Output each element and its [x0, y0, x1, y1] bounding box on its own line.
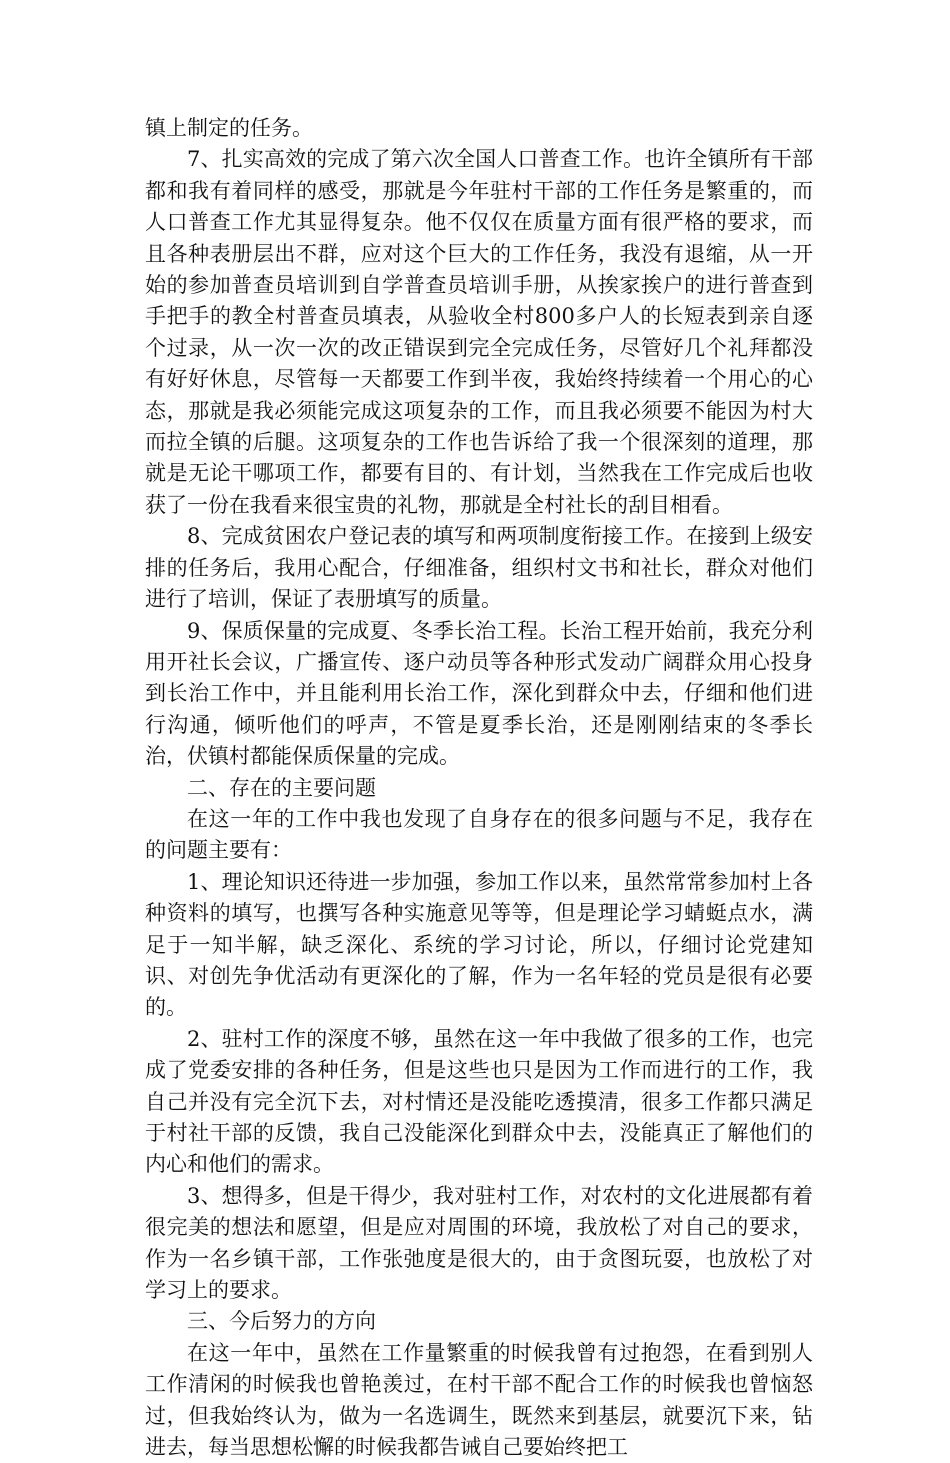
- paragraph-item-8: 8、完成贫困农户登记表的填写和两项制度衔接工作。在接到上级安排的任务后，我用心配合，仔细准备，组织村文书和社长，群众对他们进行了培训，保证了表册填写的质量。: [145, 524, 813, 612]
- paragraph-problem-2: 2、驻村工作的深度不够，虽然在这一年中我做了很多的工作，也完成了党委安排的各种任务，但是这些也只是因为工作而进行的工作，我自己并没有完全沉下去，对村情还是没能吃透摸清，很多工作都只满足于村社干部的反馈，我自己没能深化到群众中去，没能真正了解他们的内心和他们的需求。: [145, 1026, 813, 1177]
- section-heading-problems: 二、存在的主要问题: [187, 775, 376, 800]
- paragraph-problem-3: 3、想得多，但是干得少，我对驻村工作，对农村的文化进展都有着很完美的想法和愿望，但是应对周围的环境，我放松了对自己的要求，作为一名乡镇干部，工作张弛度是很大的，由于贪图玩耍，也放松了对学习上的要求。: [145, 1183, 813, 1303]
- paragraph-problem-1: 1、理论知识还待进一步加强，参加工作以来，虽然常常参加村上各种资料的填写，也撰写各种实施意见等等，但是理论学习蜻蜓点水，满足于一知半解，缺乏深化、系统的学习讨论，所以，仔细讨论党建知识、对创先争优活动有更深化的了解，作为一名年轻的党员是很有必要的。: [145, 869, 813, 1020]
- paragraph-item-7: 7、扎实高效的完成了第六次全国人口普查工作。也许全镇所有干部都和我有着同样的感受，那就是今年驻村干部的工作任务是繁重的，而人口普查工作尤其显得复杂。他不仅仅在质量方面有很严格的要求，而且各种表册层出不群，应对这个巨大的工作任务，我没有退缩，从一开始的参加普查员培训到自学普查员培训手册，从挨家挨户的进行普查到手把手的教全村普查员填表，从验收全村800多户人的长短表到亲自逐个过录，从一次一次的改正错误到完全完成任务，尽管好几个礼拜都没有好好休息，尽管每一天都要工作到半夜，我始终持续着一个用心的心态，那就是我必须能完成这项复杂的工作，而且我必须要不能因为村大而拉全镇的后腿。这项复杂的工作也告诉给了我一个很深刻的道理，那就是无论干哪项工作，都要有目的、有计划，当然我在工作完成后也收获了一份在我看来很宝贵的礼物，那就是全村社长的刮目相看。: [145, 147, 813, 517]
- document-page: [145, 113, 813, 1463]
- paragraph-item-9: 9、保质保量的完成夏、冬季长治工程。长治工程开始前，我充分利用开社长会议，广播宣传、逐户动员等各种形式发动广阔群众用心投身到长治工作中，并且能利用长治工作，深化到群众中去，仔细和他们进行沟通，倾听他们的呼声，不管是夏季长治，还是刚刚结束的冬季长治，伏镇村都能保质保量的完成。: [145, 618, 813, 769]
- paragraph-continuation: 镇上制定的任务。: [145, 116, 313, 140]
- section-heading-future: 三、今后努力的方向: [187, 1309, 376, 1334]
- paragraph-future-intro: 在这一年中，虽然在工作量繁重的时候我曾有过抱怨，在看到别人工作清闲的时候我也曾艳羡过，在村干部不配合工作的时候我也曾恼怒过，但我始终认为，做为一名选调生，既然来到基层，就要沉下来，钻进去，每当思想松懈的时候我都告诫自己要始终把工: [145, 1340, 813, 1460]
- paragraph-problems-intro: 在这一年的工作中我也发现了自身存在的很多问题与不足，我存在的问题主要有：: [145, 806, 813, 863]
